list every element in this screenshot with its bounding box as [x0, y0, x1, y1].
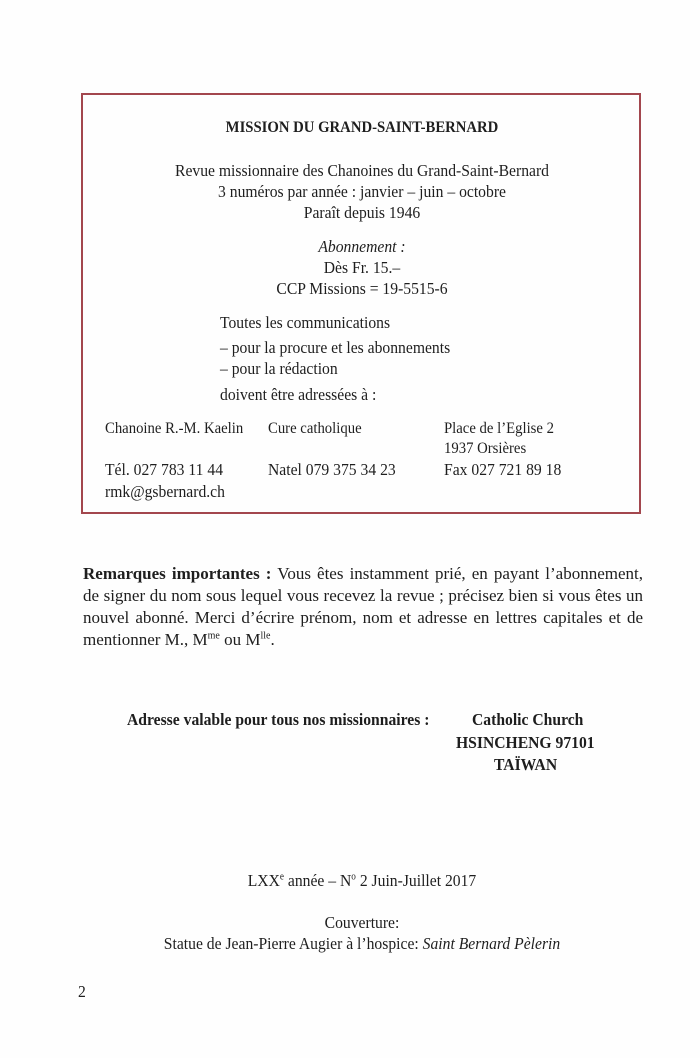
subscription-price: Dès Fr. 15.–	[323, 258, 401, 277]
remarks-label: Remarques importantes :	[83, 564, 272, 583]
publication-frequency: 3 numéros par année : janvier – juin – octobre	[218, 182, 506, 201]
remarks-sup-me: me	[207, 630, 220, 642]
address-line: Catholic Church	[472, 710, 584, 729]
cover-label: Couverture:	[324, 913, 400, 932]
remarks-sup-lle: lle	[260, 630, 271, 642]
communications-line: Toutes les communications	[220, 313, 391, 332]
address-line: HSINCHENG 97101	[456, 733, 595, 752]
contact-institution: Cure catholique	[268, 420, 362, 437]
issue-mid: année – N	[283, 871, 352, 890]
address-line: TAÏWAN	[494, 755, 558, 774]
magazine-title: MISSION DU GRAND-SAINT-BERNARD	[225, 119, 499, 136]
info-box	[81, 93, 641, 514]
contact-street: Place de l’Eglise 2	[444, 420, 554, 437]
cover-title: Saint Bernard Pèlerin	[422, 934, 561, 953]
publication-since: Paraît depuis 1946	[303, 203, 421, 222]
issue-sup-o: o	[351, 871, 356, 883]
subscription-label: Abonnement :	[318, 237, 406, 256]
issue-info	[248, 871, 477, 891]
communications-line: doivent être adressées à :	[220, 385, 377, 404]
issue-pre: LXX	[247, 871, 280, 890]
remarks-text: Vous êtes instamment prié, en payant l’abonnement, de signer du nom sous lequel vous recevez la revue ; précisez bien si vous êtes un nouvel abonné. Merci d’écrire prénom, nom et adresse en lettres capitales et de mentionner M., M	[83, 564, 644, 649]
issue-post: 2 Juin-Juillet 2017	[355, 871, 477, 890]
contact-phone: Tél. 027 783 11 44	[105, 460, 224, 479]
address-label: Adresse valable pour tous nos missionnaires :	[127, 710, 430, 729]
communications-line: – pour la rédaction	[220, 359, 338, 378]
contact-fax: Fax 027 721 89 18	[444, 460, 562, 479]
remarks-mid: ou M	[219, 630, 261, 649]
cover-caption	[164, 934, 560, 954]
cover-text: Statue de Jean-Pierre Augier à l’hospice:	[163, 934, 423, 953]
contact-mobile: Natel 079 375 34 23	[268, 460, 396, 479]
magazine-subtitle: Revue missionnaire des Chanoines du Grand-Saint-Bernard	[175, 161, 549, 180]
contact-city: 1937 Orsières	[444, 440, 527, 457]
remarks-end: .	[270, 630, 275, 649]
communications-line: – pour la procure et les abonnements	[220, 338, 451, 357]
contact-name: Chanoine R.-M. Kaelin	[105, 420, 244, 437]
important-remarks	[83, 563, 643, 651]
page-number: 2	[78, 982, 86, 1001]
contact-email: rmk@gsbernard.ch	[105, 482, 225, 501]
issue-sup-e: e	[279, 871, 284, 883]
ccp-account: CCP Missions = 19-5515-6	[276, 279, 448, 298]
